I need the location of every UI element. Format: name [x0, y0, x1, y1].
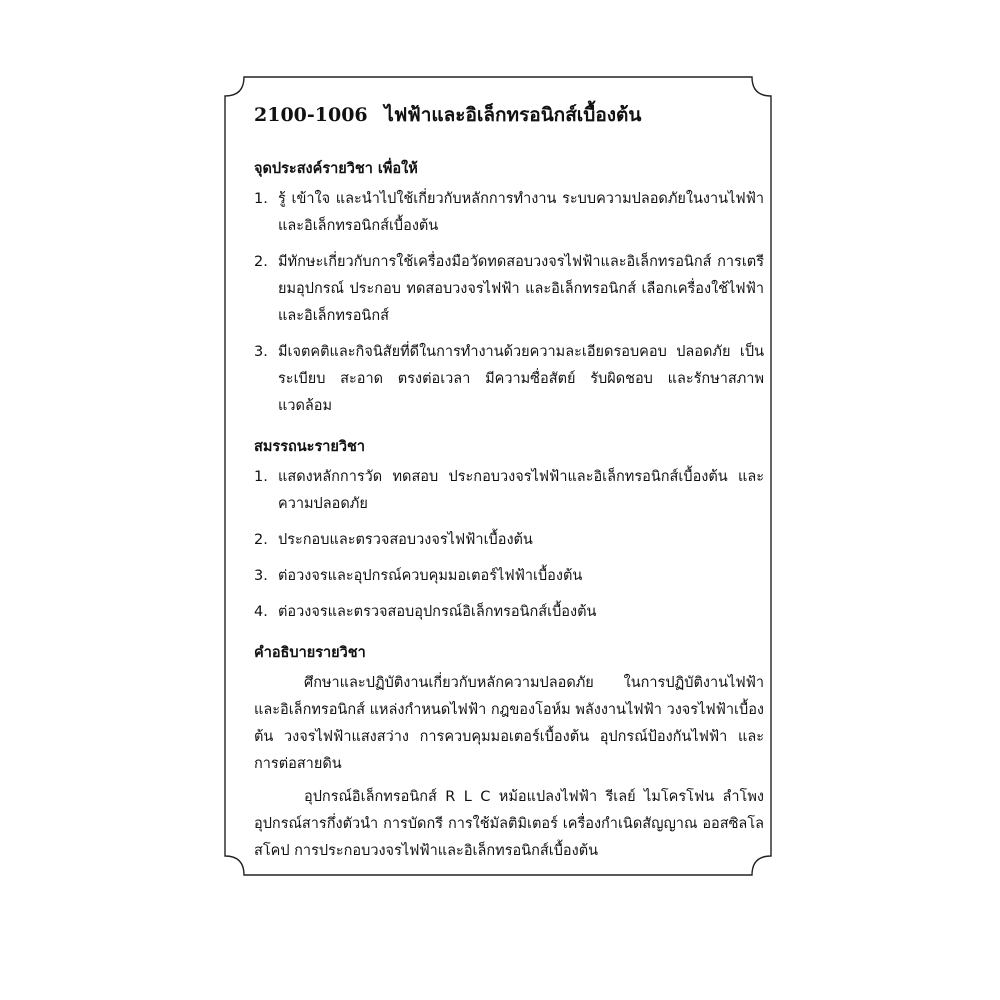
item-text: ต่อวงจรและตรวจสอบอุปกรณ์อิเล็กทรอนิกส์เบื้องต้น [278, 604, 597, 620]
item-number: 3. [254, 344, 268, 360]
competencies-section [254, 436, 764, 626]
list-item [254, 464, 764, 518]
item-number: 3. [254, 568, 268, 584]
item-text: แสดงหลักการวัด ทดสอบ ประกอบวงจรไฟฟ้าและอิเล็กทรอนิกส์เบื้องต้น และความปลอดภัย [278, 469, 764, 512]
competencies-list [254, 464, 764, 626]
objectives-section [254, 158, 764, 420]
course-content [254, 100, 764, 871]
item-number: 1. [254, 469, 268, 485]
list-item [254, 563, 764, 590]
competencies-heading: สมรรถนะรายวิชา [254, 439, 366, 455]
description-heading: คำอธิบายรายวิชา [254, 645, 366, 661]
objectives-heading: จุดประสงค์รายวิชา เพื่อให้ [254, 161, 418, 177]
item-text: ต่อวงจรและอุปกรณ์ควบคุมมอเตอร์ไฟฟ้าเบื้องต้น [278, 568, 583, 584]
course-title [254, 100, 764, 130]
description-paragraph: อุปกรณ์อิเล็กทรอนิกส์ R L C หม้อแปลงไฟฟ้า รีเลย์ ไมโครโฟน ลำโพง อุปกรณ์สารกึ่งตัวนำ การบัดกรี การใช้มัลติมิเตอร์ เครื่องกำเนิดสัญญาณ ออสซิลโลสโคป การประกอบวงจรไฟฟ้าและอิเล็กทรอนิกส์เบื้องต้น [254, 789, 764, 859]
list-item [254, 339, 764, 420]
item-text: มีเจตคติและกิจนิสัยที่ดีในการทำงานด้วยความละเอียดรอบคอบ ปลอดภัย เป็นระเบียบ สะอาด ตรงต่อเวลา มีความซื่อสัตย์ รับผิดชอบ และรักษาสภาพแวดล้อม [278, 344, 764, 414]
item-number: 4. [254, 604, 268, 620]
course-name: ไฟฟ้าและอิเล็กทรอนิกส์เบื้องต้น [384, 104, 642, 126]
page-frame [224, 76, 772, 876]
description-section [254, 642, 764, 865]
list-item [254, 249, 764, 330]
list-item [254, 527, 764, 554]
item-text: รู้ เข้าใจ และนำไปใช้เกี่ยวกับหลักการทำงาน ระบบความปลอดภัยในงานไฟฟ้าและอิเล็กทรอนิกส์เบื้องต้น [278, 191, 764, 234]
item-number: 1. [254, 191, 268, 207]
objectives-list [254, 186, 764, 420]
list-item [254, 186, 764, 240]
list-item [254, 599, 764, 626]
course-code: 2100-1006 [254, 104, 368, 126]
item-number: 2. [254, 254, 268, 270]
item-text: มีทักษะเกี่ยวกับการใช้เครื่องมือวัดทดสอบวงจรไฟฟ้าและอิเล็กทรอนิกส์ การเตรียมอุปกรณ์ ประกอบ ทดสอบวงจรไฟฟ้า และอิเล็กทรอนิกส์ เลือกเครื่องใช้ไฟฟ้าและอิเล็กทรอนิกส์ [278, 254, 764, 324]
description-paragraph: ศึกษาและปฏิบัติงานเกี่ยวกับหลักความปลอดภัย ในการปฏิบัติงานไฟฟ้าและอิเล็กทรอนิกส์ แหล่งกำหนดไฟฟ้า กฎของโอห์ม พลังงานไฟฟ้า วงจรไฟฟ้าเบื้องต้น วงจรไฟฟ้าแสงสว่าง การควบคุมมอเตอร์เบื้องต้น อุปกรณ์ป้องกันไฟฟ้า และการต่อสายดิน [254, 675, 764, 772]
item-text: ประกอบและตรวจสอบวงจรไฟฟ้าเบื้องต้น [278, 532, 533, 548]
item-number: 2. [254, 532, 268, 548]
